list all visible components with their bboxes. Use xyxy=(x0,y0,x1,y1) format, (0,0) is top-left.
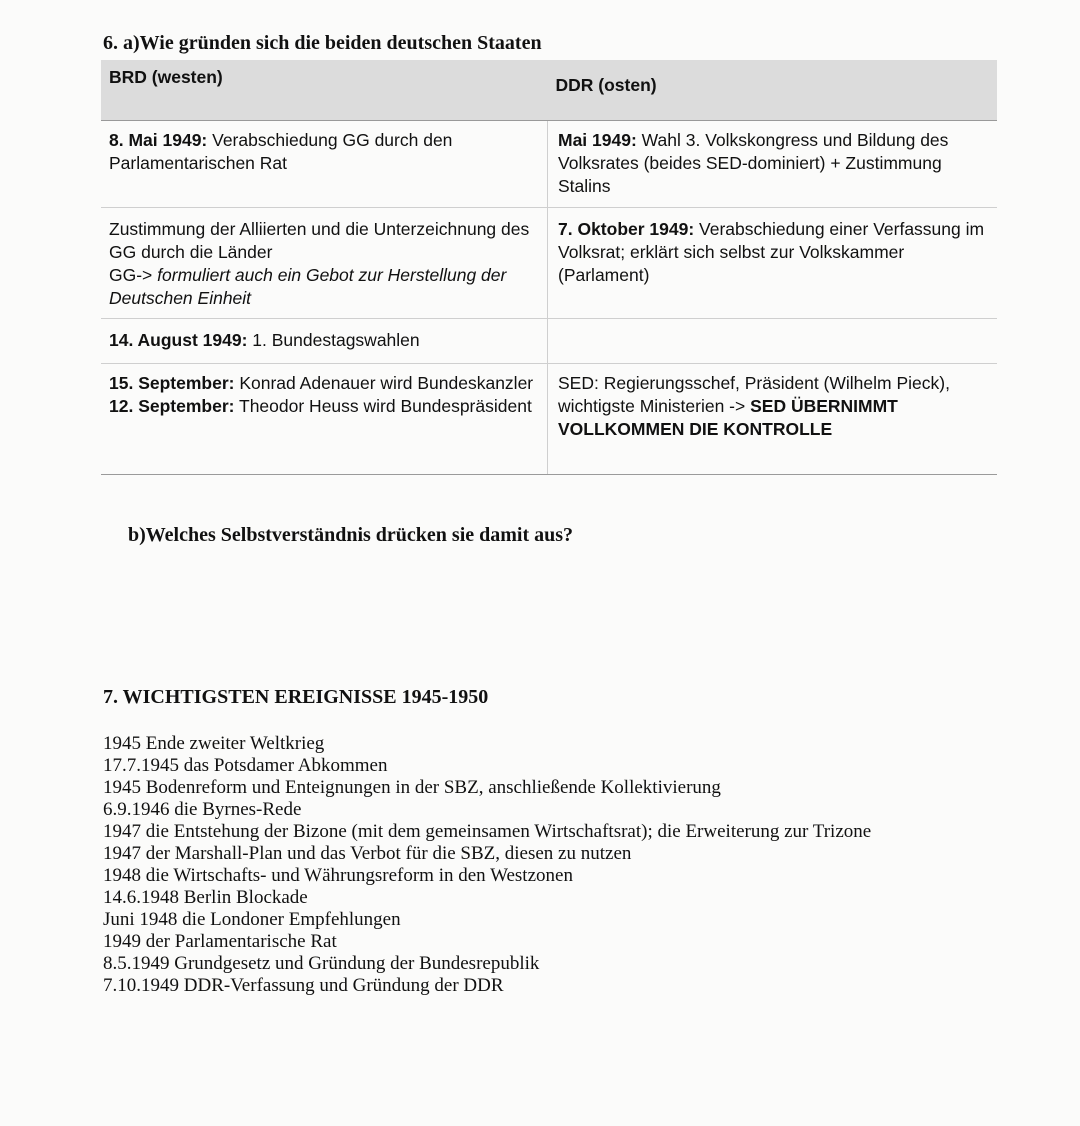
list-item: 1948 die Wirtschafts- und Währungsreform in den Westzonen xyxy=(103,865,573,886)
cell-text: SED: Regierungsschef, Präsident (Wilhelm Pieck), wichtigste Ministerien -> xyxy=(558,373,950,416)
list-item: 7.10.1949 DDR-Verfassung und Gründung der DDR xyxy=(103,975,504,996)
column-header-ddr: DDR (osten) xyxy=(548,60,998,121)
cell-text: GG-> xyxy=(109,265,153,285)
question-6-heading: 6. a)Wie gründen sich die beiden deutschen Staaten xyxy=(103,32,542,54)
comparison-table xyxy=(101,60,997,475)
table-row xyxy=(101,208,997,319)
cell-text-italic: formuliert auch ein Gebot zur Herstellung der Deutschen Einheit xyxy=(109,265,507,308)
cell-text: Theodor Heuss wird Bundespräsident xyxy=(234,396,532,416)
table-row xyxy=(101,121,997,208)
brd-cell xyxy=(101,208,548,319)
question-7-heading: 7. WICHTIGSTEN EREIGNISSE 1945-1950 xyxy=(103,686,489,708)
list-item: 1947 die Entstehung der Bizone (mit dem gemeinsamen Wirtschaftsrat); die Erweiterung zur Trizone xyxy=(103,821,872,842)
list-item: 1947 der Marshall-Plan und das Verbot für die SBZ, diesen zu nutzen xyxy=(103,843,632,864)
brd-cell xyxy=(101,319,548,364)
table-row xyxy=(101,319,997,364)
list-item: 14.6.1948 Berlin Blockade xyxy=(103,887,308,908)
ddr-cell xyxy=(548,121,998,208)
date-label: 12. September: xyxy=(109,396,235,416)
question-6b-heading: b)Welches Selbstverständnis drücken sie damit aus? xyxy=(128,524,574,546)
cell-text: 1. Bundestagswahlen xyxy=(247,330,420,350)
date-label: 14. August 1949: xyxy=(109,330,248,350)
list-item: 1945 Ende zweiter Weltkrieg xyxy=(103,733,325,754)
cell-text: Verabschiedung GG durch den Parlamentarischen Rat xyxy=(109,130,453,173)
column-header-brd: BRD (westen) xyxy=(101,60,548,121)
brd-cell xyxy=(101,364,548,475)
ddr-cell-empty xyxy=(548,319,998,364)
cell-text: Wahl 3. Volkskongress und Bildung des Volksrates (beides SED-dominiert) + Zustimmung Stalins xyxy=(558,130,949,196)
ddr-cell xyxy=(548,364,998,475)
events-list xyxy=(103,733,871,997)
cell-text: Konrad Adenauer wird Bundeskanzler xyxy=(234,373,534,393)
ddr-cell xyxy=(548,208,998,319)
cell-text: Verabschiedung einer Verfassung im Volksrat; erklärt sich selbst zur Volkskammer (Parlament) xyxy=(558,219,985,285)
date-label: 8. Mai 1949: xyxy=(109,130,208,150)
list-item: Juni 1948 die Londoner Empfehlungen xyxy=(103,909,401,930)
list-item: 8.5.1949 Grundgesetz und Gründung der Bundesrepublik xyxy=(103,953,540,974)
list-item: 17.7.1945 das Potsdamer Abkommen xyxy=(103,755,388,776)
cell-text-bold: SED ÜBERNIMMT VOLLKOMMEN DIE KONTROLLE xyxy=(558,396,898,439)
list-item: 1949 der Parlamentarische Rat xyxy=(103,931,337,952)
table-row xyxy=(101,364,997,475)
list-item: 1945 Bodenreform und Enteignungen in der SBZ, anschließende Kollektivierung xyxy=(103,777,721,798)
cell-text: Zustimmung der Alliierten und die Unterzeichnung des GG durch die Länder xyxy=(109,219,530,262)
list-item: 6.9.1946 die Byrnes-Rede xyxy=(103,799,302,820)
brd-cell xyxy=(101,121,548,208)
date-label: 7. Oktober 1949: xyxy=(558,219,695,239)
date-label: 15. September: xyxy=(109,373,235,393)
date-label: Mai 1949: xyxy=(558,130,637,150)
